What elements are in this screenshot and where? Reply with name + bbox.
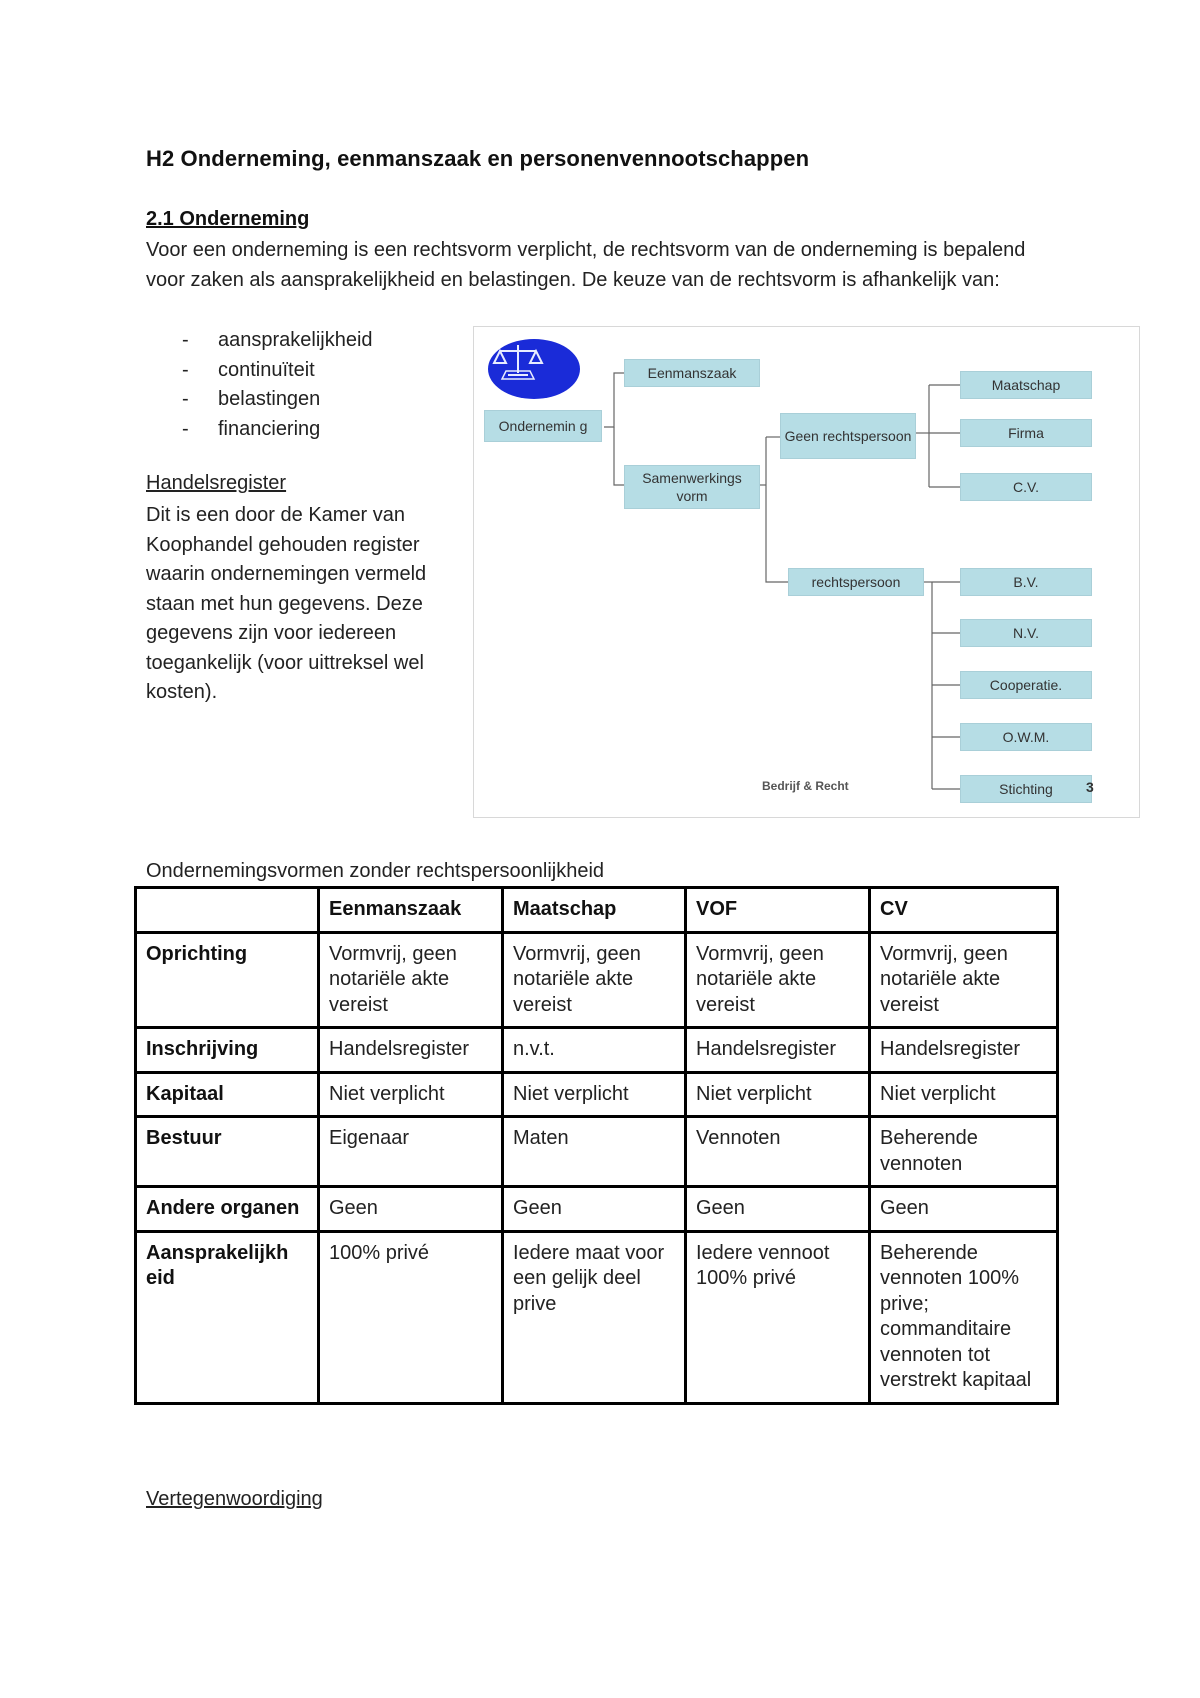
table-cell: Niet verplicht xyxy=(870,1072,1058,1117)
node-rechtspersoon: rechtspersoon xyxy=(788,568,924,596)
table-cell: Vormvrij, geen notariële akte vereist xyxy=(503,932,686,1028)
node-cooperatie: Cooperatie. xyxy=(960,671,1092,699)
node-geen-rechtspersoon: Geen rechtspersoon xyxy=(780,413,916,459)
table-cell: Handelsregister xyxy=(686,1028,870,1073)
chapter-heading: H2 Onderneming, eenmanszaak en personenvennootschappen xyxy=(146,146,810,171)
section-heading: 2.1 Onderneming xyxy=(146,208,310,230)
header-cell: CV xyxy=(870,888,1058,933)
logo xyxy=(488,339,580,399)
table-cell: Geen xyxy=(686,1187,870,1232)
intro-paragraph xyxy=(146,236,1066,295)
table-cell: Vormvrij, geen notariële akte vereist xyxy=(319,932,503,1028)
row-header: Kapitaal xyxy=(136,1072,319,1117)
row-header: Oprichting xyxy=(136,932,319,1028)
list-item: - financiering xyxy=(182,417,321,440)
table-cell: Maten xyxy=(503,1117,686,1187)
row-header: Bestuur xyxy=(136,1117,319,1187)
node-samenwerkingsvorm: Samenwerkings vorm xyxy=(624,465,760,509)
row-header: Inschrijving xyxy=(136,1028,319,1073)
table-cell: Handelsregister xyxy=(870,1028,1058,1073)
node-bv: B.V. xyxy=(960,568,1092,596)
table-cell: Handelsregister xyxy=(319,1028,503,1073)
table-row xyxy=(136,1231,1058,1403)
table-cell: Niet verplicht xyxy=(319,1072,503,1117)
next-section-heading: Vertegenwoordiging xyxy=(146,1488,323,1510)
table-row xyxy=(136,1187,1058,1232)
table-row xyxy=(136,932,1058,1028)
legal-forms-diagram xyxy=(473,326,1140,818)
table-cell: Iedere vennoot 100% privé xyxy=(686,1231,870,1403)
table-header-row xyxy=(136,888,1058,933)
table-cell: Eigenaar xyxy=(319,1117,503,1187)
list-item: - continuïteit xyxy=(182,358,315,381)
header-cell: VOF xyxy=(686,888,870,933)
node-owm: O.W.M. xyxy=(960,723,1092,751)
table-cell: 100% privé xyxy=(319,1231,503,1403)
node-cv: C.V. xyxy=(960,473,1092,501)
node-onderneming: Ondernemin g xyxy=(484,410,602,442)
table-cell: Vormvrij, geen notariële akte vereist xyxy=(686,932,870,1028)
header-cell: Maatschap xyxy=(503,888,686,933)
node-stichting: Stichting xyxy=(960,775,1092,803)
legal-forms-table xyxy=(134,886,1059,1405)
diagram-credit: Bedrijf & Recht xyxy=(762,779,849,793)
table-cell: Niet verplicht xyxy=(503,1072,686,1117)
table-cell: Vormvrij, geen notariële akte vereist xyxy=(870,932,1058,1028)
node-eenmanszaak: Eenmanszaak xyxy=(624,359,760,387)
table-cell: n.v.t. xyxy=(503,1028,686,1073)
node-firma: Firma xyxy=(960,419,1092,447)
list-item: - aansprakelijkheid xyxy=(182,329,373,351)
table-cell: Geen xyxy=(870,1187,1058,1232)
table-cell: Iedere maat voor een gelijk deel prive xyxy=(503,1231,686,1403)
slide-page-number: 3 xyxy=(1086,779,1094,795)
handelsregister-text: Dit is een door de Kamer van Koophandel gehouden register waarin ondernemingen vermeld staan met hun gegevens. Deze gegevens zijn voor iedereen toegankelijk (voor uittreksel wel kosten). xyxy=(146,504,427,703)
row-header: Aansprakelijkh eid xyxy=(136,1231,319,1403)
header-cell: Eenmanszaak xyxy=(319,888,503,933)
factors-list xyxy=(146,326,373,444)
list-item: - belastingen xyxy=(182,388,321,410)
table-cell: Niet verplicht xyxy=(686,1072,870,1117)
scales-of-justice-icon xyxy=(488,339,548,383)
handelsregister-heading: Handelsregister xyxy=(146,472,287,494)
row-header: Andere organen xyxy=(136,1187,319,1232)
table-cell: Geen xyxy=(319,1187,503,1232)
table-cell: Beherende vennoten 100% prive; commanditaire vennoten tot verstrekt kapitaal xyxy=(870,1231,1058,1403)
table-cell: Beherende vennoten xyxy=(870,1117,1058,1187)
intro-text: Voor een onderneming is een rechtsvorm verplicht, de rechtsvorm van de onderneming is bepalend voor zaken als aansprakelijkheid en belastingen. De keuze van de rechtsvorm is afhankelijk van: xyxy=(146,239,1026,291)
node-nv: N.V. xyxy=(960,619,1092,647)
table-cell: Geen xyxy=(503,1187,686,1232)
header-cell xyxy=(136,888,319,933)
table-cell: Vennoten xyxy=(686,1117,870,1187)
node-maatschap: Maatschap xyxy=(960,371,1092,399)
table-row xyxy=(136,1072,1058,1117)
table-row xyxy=(136,1028,1058,1073)
table-row xyxy=(136,1117,1058,1187)
table-caption: Ondernemingsvormen zonder rechtspersoonlijkheid xyxy=(146,860,605,882)
